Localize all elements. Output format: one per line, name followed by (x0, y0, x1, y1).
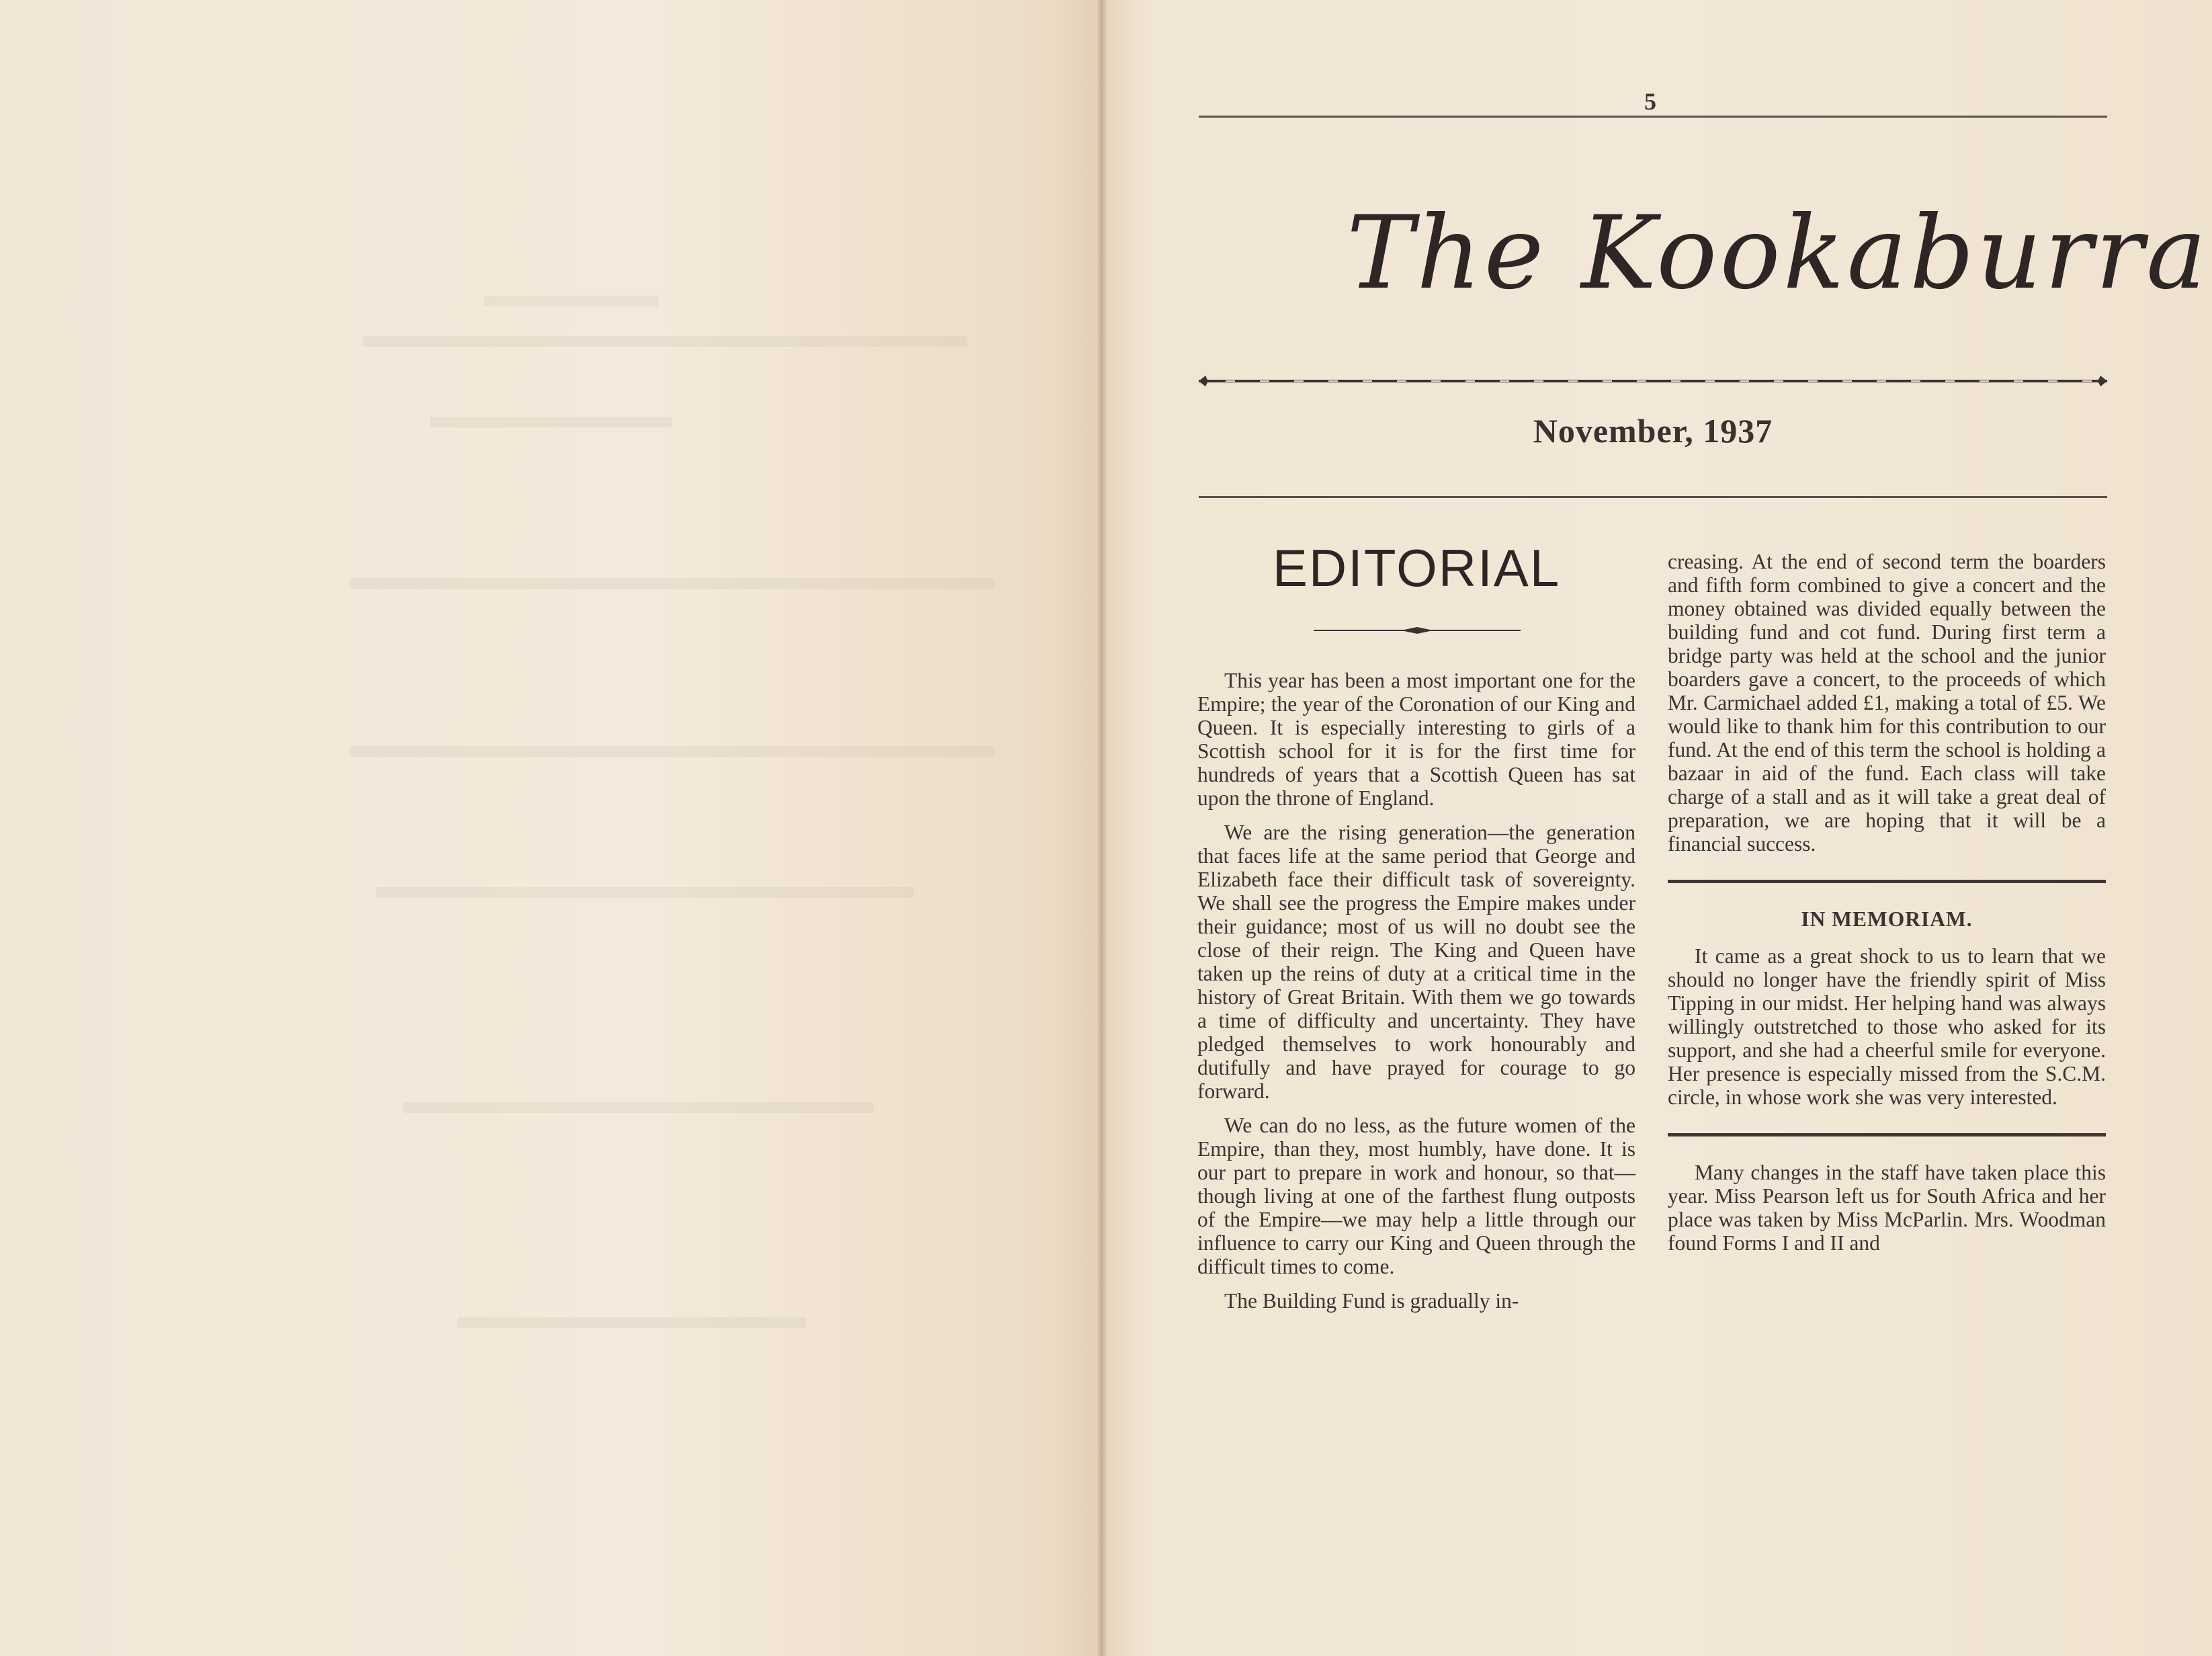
ornament-notch (1980, 380, 1989, 382)
ornament-notch (1328, 380, 1338, 382)
staff-text: Many changes in the staff have taken place this year. Miss Pearson left us for South Africa and her place was taken by Miss McParlin. Mrs. Woodman found Forms I and II and (1668, 1161, 2106, 1255)
left-page-blank (0, 0, 1102, 1656)
ornament-notch (1568, 380, 1578, 382)
ornament-notch (1603, 380, 1612, 382)
ornament-notch (2082, 380, 2092, 382)
ornament-notch (1534, 380, 1543, 382)
ornament-notch (1226, 380, 1235, 382)
ornament-notch (1260, 380, 1269, 382)
ornament-notch (1842, 380, 1852, 382)
show-through-line (430, 417, 672, 427)
ornament-notch (1774, 380, 1783, 382)
ornament-notch (1294, 380, 1304, 382)
ornament-notch (1945, 380, 1955, 382)
masthead (1199, 188, 2209, 363)
ornament-notch (1877, 380, 1886, 382)
ornament-notch (1500, 380, 1509, 382)
ornament-notch (1671, 380, 1681, 382)
editorial-column (1197, 669, 1635, 1323)
page-number: 5 (1644, 88, 1656, 115)
header-rule (1199, 116, 2107, 118)
section-rule (1668, 880, 2106, 883)
ornamental-rule (1199, 375, 2107, 387)
ornament-notch (1911, 380, 1920, 382)
ornament-notch (2014, 380, 2023, 382)
editorial-paragraph: This year has been a most important one for the Empire; the year of the Coronation of our King and Queen. It is especially interesting to girls of a Scottish school for it is for the first time for hundreds of years that a Scottish Queen has sat upon the throne of England. (1197, 669, 1635, 810)
issue-date: November, 1937 (1533, 412, 1773, 450)
editorial-divider (1314, 626, 1521, 634)
show-through-line (349, 578, 994, 589)
show-through-line (484, 296, 658, 306)
show-through-line (363, 336, 968, 347)
ornament-notch (1465, 380, 1475, 382)
memoriam-text: It came as a great shock to us to learn that we should no longer have the friendly spirit of Miss Tipping in our midst. Her helping hand was always willingly outstretched to those who asked for its support, and she had a cheerful smile for everyone. Her presence is especially missed from the S.C.M. circle, in whose work she was very interested. (1668, 944, 2106, 1109)
editorial-paragraph: The Building Fund is gradually in- (1224, 1289, 1519, 1313)
ornament-notch (1397, 380, 1406, 382)
ornament-notch (1431, 380, 1441, 382)
date-rule (1199, 496, 2107, 498)
show-through-line (457, 1317, 806, 1328)
masthead-title: The Kookaburra (1347, 195, 2209, 312)
show-through-line (376, 887, 914, 898)
ornament-notch (1363, 380, 1372, 382)
right-column (1668, 550, 2106, 1266)
gutter-fold (1097, 0, 1107, 1656)
ornament-notch (1705, 380, 1715, 382)
ornament-notch (1808, 380, 1818, 382)
memoriam-heading: IN MEMORIAM. (1801, 907, 1973, 931)
editorial-continuation: creasing. At the end of second term the boarders and fifth form combined to give a concert and the money obtained was divided equally between the building fund and cot fund. During first term a bridge party was held at the school and the junior boarders gave a concert, to the proceeds of which Mr. Carmichael added £1, making a total of £5. We would like to thank him for this contribution to our fund. At the end of this term the school is holding a bazaar in aid of the fund. Each class will take charge of a stall and as it will take a great deal of preparation, we are hoping that it will be a financial success. (1668, 550, 2106, 856)
ornament-notch (1637, 380, 1646, 382)
editorial-heading: EDITORIAL (1272, 538, 1561, 597)
ornament-notch (1740, 380, 1749, 382)
show-through-line (349, 746, 994, 757)
ornament-notch (2048, 380, 2057, 382)
editorial-paragraph: We can do no less, as the future women of the Empire, than they, most humbly, have done. It is our part to prepare in work and honour, so that—though living at one of the farthest flung outposts of the Empire—we may help a little through our influence to carry our King and Queen through the difficult times to come. (1197, 1114, 1635, 1278)
show-through-line (403, 1102, 874, 1113)
section-rule (1668, 1133, 2106, 1136)
editorial-paragraph: We are the rising generation—the generation that faces life at the same period that George and Elizabeth face their difficult task of sovereignty. We shall see the progress the Empire makes under their guidance; most of us will no doubt see the close of their reign. The King and Queen have taken up the reins of duty at a critical time in the history of Great Britain. With them we go towards a time of difficulty and uncertainty. They have pledged themselves to work honourably and dutifully and have prayed for courage to go forward. (1197, 821, 1635, 1103)
